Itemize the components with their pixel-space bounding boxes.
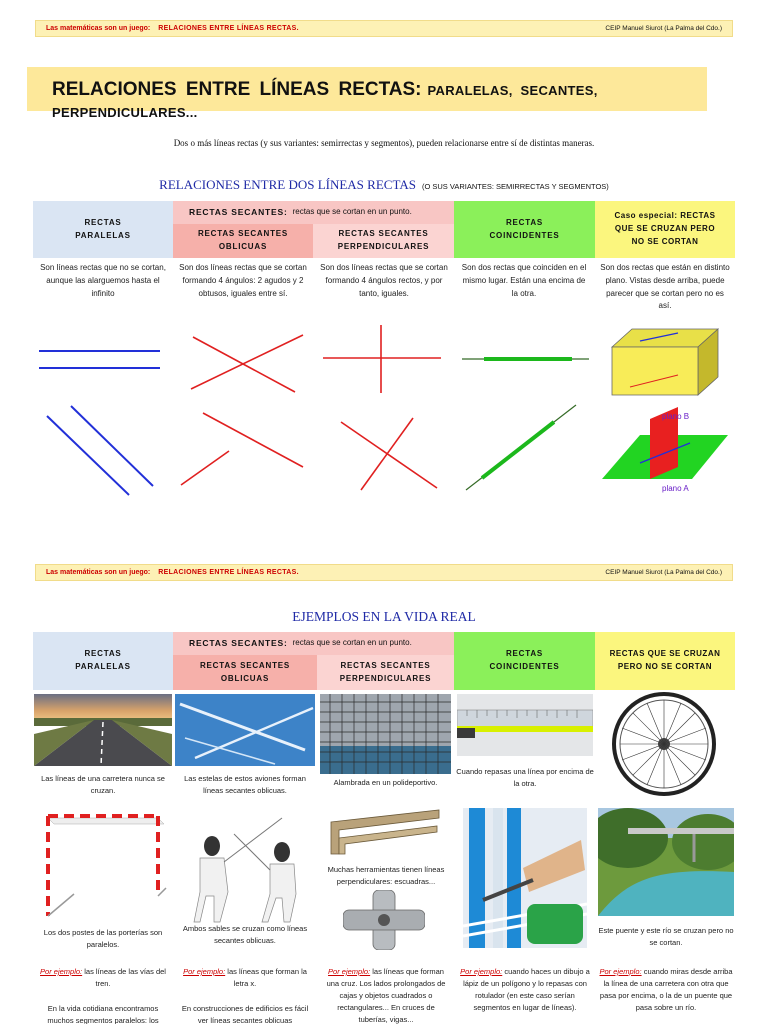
squares-photo [327,808,443,856]
section1-title [0,177,768,193]
more-paralelas: En la vida cotidiana encontramos muchos segmentos paralelos: los [47,1004,159,1024]
wheel-photo [605,690,723,798]
goal-photo [38,810,168,922]
coincident-diagonal [454,400,595,495]
box-3d-icon [600,325,730,400]
caption-fencing: Ambos sables se cruzan como líneas secantes oblicuas. [182,924,308,945]
secantes-desc: rectas que se cortan en un punto. [292,207,412,217]
fencing-photo [178,812,312,924]
header-left-a: Las matemáticas son un juego: [46,25,151,32]
ruler-photo [457,694,593,756]
caption-fence: Alambrada en un polideportivo. [333,778,438,787]
s2-secantes-name: RECTAS SECANTES: [189,637,288,648]
s2-header-coincidentes: RECTAS COINCIDENTES [454,632,595,690]
caption-ruler: Cuando repasas una línea por encima de la otra. [456,767,594,788]
caption-road: Las líneas de una carretera nunca se cruzan. [41,774,165,795]
example-text-2: las líneas que forman la letra x. [227,967,307,988]
plane-trails-photo [175,694,315,766]
header-left-a-2: Las matemáticas son un juego: [46,569,151,576]
example-label-2: Por ejemplo: [183,967,226,976]
header-perpendiculares: RECTAS SECANTES PERPENDICULARES [313,224,454,258]
caption-tools: Muchas herramientas tienen líneas perpendiculares: escuadras... [327,865,445,886]
header-right-2: CEIP Manuel Siurot (La Palma del Cdo.) [605,569,722,576]
example-oblicuas [176,966,314,990]
planes-3d-icon [600,405,730,495]
desc-oblicuas: Son dos líneas rectas que se cortan formando 4 ángulos: 2 agudos y 2 obtusos, iguales entre sí. [179,263,307,298]
example-label-3: Por ejemplo: [328,967,371,976]
plano-b-label: plano B [662,412,690,421]
perpendicular-cross-2 [313,410,454,490]
example-text-5: cuando miras desde arriba la línea de una carretera con otra que pasa por encima, o la de un puente que pasa sobre un río. [599,967,733,1012]
section1-subtitle: (O SUS VARIANTES: SEMIRRECTAS Y SEGMENTOS) [421,182,609,191]
example-label-4: Por ejemplo: [460,967,503,976]
header-secantes [173,201,454,224]
s2-header-secantes [173,632,454,655]
desc-coincidentes: Son dos rectas que coinciden en el mismo lugar. Están una encima de la otra. [461,263,587,298]
example-text-1: las líneas de las vías del tren. [84,967,166,988]
perpendicular-cross-1 [313,320,454,400]
s2-header-cruzan: RECTAS QUE SE CRUZAN PERO NO SE CORTAN [595,632,735,690]
example-label-1: Por ejemplo: [40,967,83,976]
secantes-name: RECTAS SECANTES: [189,206,288,217]
road-photo [34,694,172,766]
page-subtitle: PARALELAS, SECANTES, PERPENDICULARES... [52,83,598,120]
oblique-cross-2 [173,405,313,490]
header-coincidentes: RECTAS COINCIDENTES [454,201,595,258]
header-paralelas: RECTAS PARALELAS [33,201,173,258]
example-paralelas [36,966,170,990]
example-text-3: las líneas que forman una cruz. Los lados prolongados de cajas y objetos cuadrados o rectangulares... En cruces de tuberías, vigas... [326,967,446,1024]
bridge-photo [598,808,734,916]
header-bar-2 [35,564,733,581]
marker-photo [463,808,587,948]
page-title: RELACIONES ENTRE LÍNEAS RECTAS: [52,79,422,100]
plano-a-label: plano A [662,484,689,493]
intro-text: Dos o más líneas rectas (y sus variantes: semirrectas y segmentos), pueden relacionarse entre sí de distintas maneras. [173,138,595,148]
s2-header-oblicuas: RECTAS SECANTES OBLICUAS [173,655,317,690]
example-perpendiculares [322,966,450,1024]
pipe-cross-photo [343,890,425,950]
header-bar [35,20,733,37]
parallel-lines-diagonal [33,400,173,500]
s2-header-perpendiculares: RECTAS SECANTES PERPENDICULARES [317,655,454,690]
header-oblicuas: RECTAS SECANTES OBLICUAS [173,224,313,258]
desc-paralelas: Son líneas rectas que no se cortan, aunque las alarguemos hasta el infinito [40,263,166,298]
caption-goal: Los dos postes de las porterías son paralelos. [43,928,163,949]
example-coincidentes [458,966,592,1014]
parallel-lines-horizontal [33,330,173,390]
header-especial: Caso especial: RECTAS QUE SE CRUZAN PERO NO SE CORTAN [595,201,735,258]
caption-bridge: Este puente y este río se cruzan pero no se cortan. [598,926,734,947]
header-left-b-2: RELACIONES ENTRE LÍNEAS RECTAS. [158,569,299,576]
s2-secantes-desc: rectas que se cortan en un punto. [292,638,412,648]
s2-header-paralelas: RECTAS PARALELAS [33,632,173,690]
section1-title-text: RELACIONES ENTRE DOS LÍNEAS RECTAS [159,177,416,192]
section2-title: EJEMPLOS EN LA VIDA REAL [292,609,476,624]
title-box [27,67,707,120]
header-right: CEIP Manuel Siurot (La Palma del Cdo.) [605,25,722,32]
desc-perpendiculares: Son dos líneas rectas que se cortan formando 4 ángulos rectos, y por tanto, iguales. [320,263,448,298]
fence-photo [320,694,451,774]
oblique-cross-1 [173,325,313,400]
caption-planes: Las estelas de estos aviones forman líneas secantes oblicuas. [184,774,306,795]
coincident-horizontal [454,340,595,380]
desc-especial: Son dos rectas que están en distinto plano. Vistas desde arriba, puede parecer que se cortan pero no es así. [600,263,730,311]
example-cruzan [598,966,734,1014]
header-left-b: RELACIONES ENTRE LÍNEAS RECTAS. [158,25,299,32]
more-oblicuas: En construcciones de edificios es fácil ver líneas secantes oblicuas [181,1004,309,1024]
example-text-4: cuando haces un dibujo a lápiz de un polígono y lo repasas con rotulador (en este caso serían segmentos en lugar de líneas). [463,967,590,1012]
example-label-5: Por ejemplo: [599,967,642,976]
